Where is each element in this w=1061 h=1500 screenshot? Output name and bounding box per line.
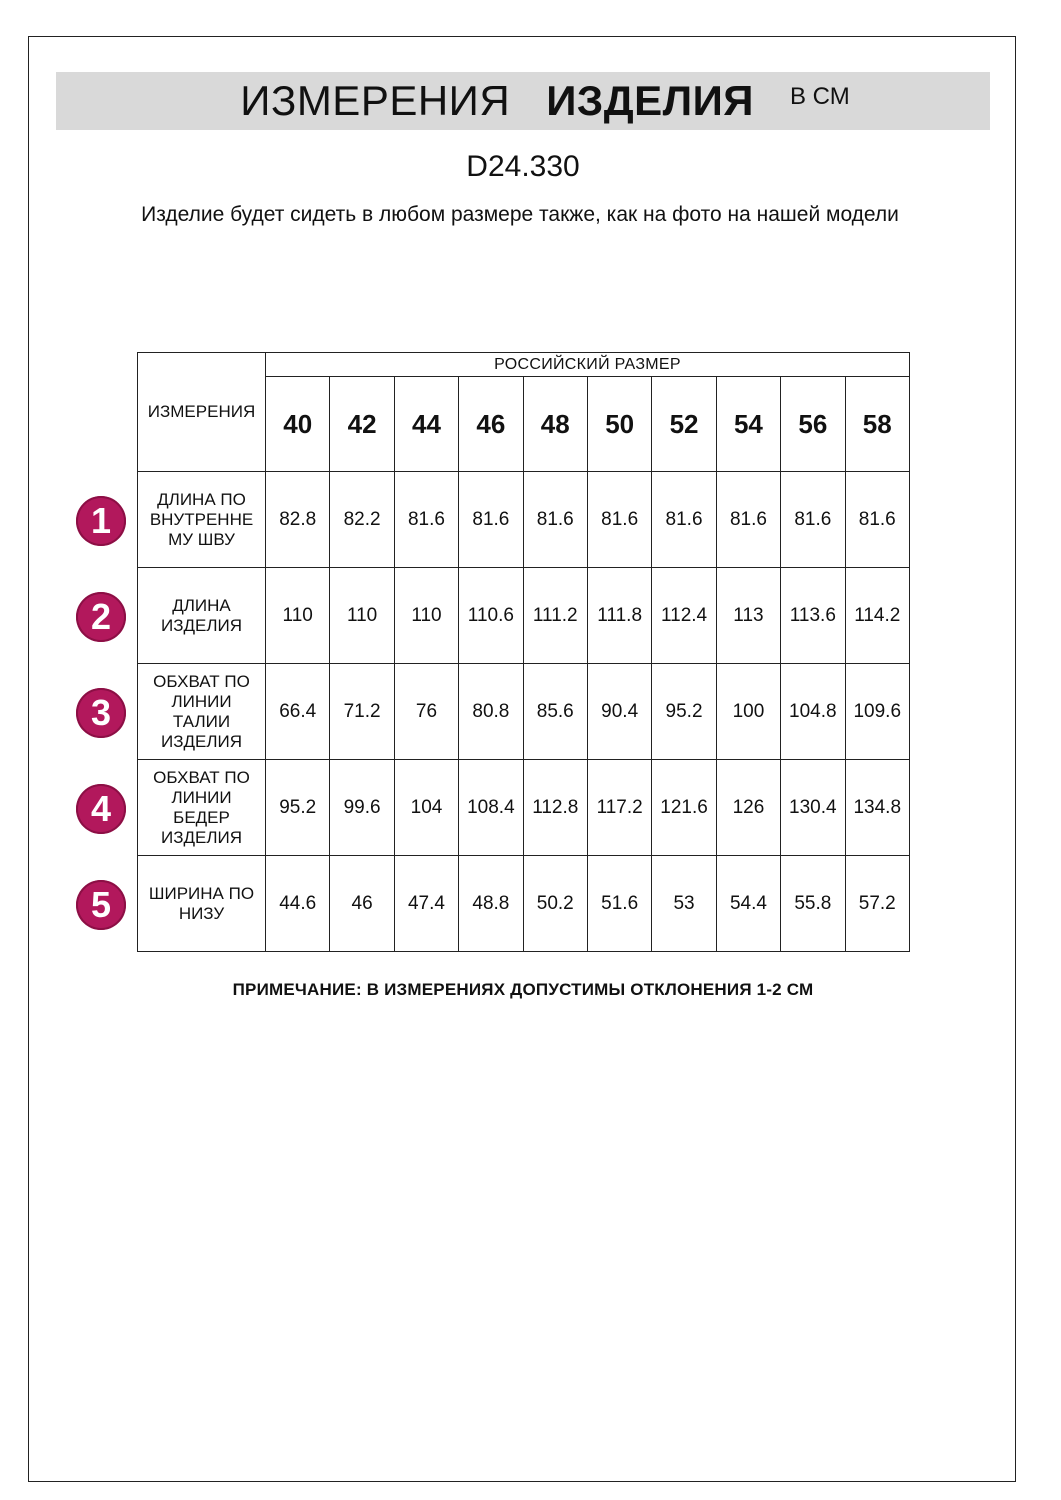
- size-header: 50: [587, 377, 651, 472]
- table-cell: 53: [652, 856, 716, 952]
- row-label: ШИРИНА ПО НИЗУ: [138, 856, 266, 952]
- row-number-badge: 2: [76, 592, 126, 642]
- table-cell: 50.2: [523, 856, 587, 952]
- table-row: [138, 760, 910, 856]
- table-cell: 80.8: [459, 664, 523, 760]
- table-cell: 110.6: [459, 568, 523, 664]
- table-cell: 113: [716, 568, 780, 664]
- table-cell: 110: [330, 568, 394, 664]
- table-cell: 104: [394, 760, 458, 856]
- size-header: 54: [716, 377, 780, 472]
- row-number-badge: 4: [76, 784, 126, 834]
- table-cell: 126: [716, 760, 780, 856]
- table-cell: 66.4: [266, 664, 330, 760]
- row-label: ДЛИНА ИЗДЕЛИЯ: [138, 568, 266, 664]
- table-cell: 81.6: [781, 472, 845, 568]
- size-table: [137, 352, 910, 952]
- table-cell: 100: [716, 664, 780, 760]
- table-cell: 117.2: [587, 760, 651, 856]
- size-header: 44: [394, 377, 458, 472]
- title-measurements: ИЗМЕРЕНИЯ: [240, 77, 511, 124]
- table-cell: 46: [330, 856, 394, 952]
- page-title: [56, 72, 990, 130]
- table-cell: 81.6: [845, 472, 909, 568]
- table-row: [138, 664, 910, 760]
- table-cell: 51.6: [587, 856, 651, 952]
- table-cell: 113.6: [781, 568, 845, 664]
- row-label: ОБХВАТ ПО ЛИНИИ БЕДЕР ИЗДЕЛИЯ: [138, 760, 266, 856]
- size-header: 40: [266, 377, 330, 472]
- table-cell: 108.4: [459, 760, 523, 856]
- table-cell: 81.6: [652, 472, 716, 568]
- fit-note: Изделие будет сидеть в любом размере также, как на фото на нашей модели: [141, 203, 899, 226]
- table-cell: 114.2: [845, 568, 909, 664]
- row-number-badge: 1: [76, 496, 126, 546]
- table-cell: 111.2: [523, 568, 587, 664]
- table-cell: 82.2: [330, 472, 394, 568]
- table-cell: 48.8: [459, 856, 523, 952]
- row-label: ОБХВАТ ПО ЛИНИИ ТАЛИИ ИЗДЕЛИЯ: [138, 664, 266, 760]
- table-cell: 121.6: [652, 760, 716, 856]
- table-cell: 85.6: [523, 664, 587, 760]
- footer-note: ПРИМЕЧАНИЕ: В ИЗМЕРЕНИЯХ ДОПУСТИМЫ ОТКЛОНЕНИЯ 1-2 СМ: [232, 980, 814, 999]
- table-cell: 134.8: [845, 760, 909, 856]
- table-cell: 90.4: [587, 664, 651, 760]
- size-header: 52: [652, 377, 716, 472]
- table-cell: 112.8: [523, 760, 587, 856]
- table-cell: 111.8: [587, 568, 651, 664]
- table-cell: 55.8: [781, 856, 845, 952]
- table-cell: 104.8: [781, 664, 845, 760]
- table-row: [138, 472, 910, 568]
- title-product: ИЗДЕЛИЯ: [546, 77, 754, 124]
- article-number: D24.330: [466, 150, 580, 183]
- row-label: ДЛИНА ПО ВНУТРЕННЕ МУ ШВУ: [138, 472, 266, 568]
- table-row: [138, 856, 910, 952]
- table-cell: 54.4: [716, 856, 780, 952]
- table-cell: 95.2: [652, 664, 716, 760]
- title-unit: В СМ: [789, 83, 850, 110]
- table-cell: 76: [394, 664, 458, 760]
- size-header: 42: [330, 377, 394, 472]
- table-row: [138, 568, 910, 664]
- table-cell: 110: [394, 568, 458, 664]
- table-cell: 81.6: [523, 472, 587, 568]
- table-cell: 81.6: [587, 472, 651, 568]
- table-cell: 47.4: [394, 856, 458, 952]
- measurements-header: ИЗМЕРЕНИЯ: [138, 353, 266, 472]
- size-header: 48: [523, 377, 587, 472]
- table-cell: 130.4: [781, 760, 845, 856]
- table-cell: 81.6: [716, 472, 780, 568]
- size-header: 46: [459, 377, 523, 472]
- table-cell: 57.2: [845, 856, 909, 952]
- table-cell: 95.2: [266, 760, 330, 856]
- table-cell: 81.6: [459, 472, 523, 568]
- table-cell: 81.6: [394, 472, 458, 568]
- size-header: 56: [781, 377, 845, 472]
- table-cell: 82.8: [266, 472, 330, 568]
- table-cell: 110: [266, 568, 330, 664]
- row-number-badge: 3: [76, 688, 126, 738]
- table-cell: 99.6: [330, 760, 394, 856]
- table-cell: 44.6: [266, 856, 330, 952]
- size-group-header: РОССИЙСКИЙ РАЗМЕР: [266, 353, 910, 377]
- table-cell: 109.6: [845, 664, 909, 760]
- size-header: 58: [845, 377, 909, 472]
- row-number-badge: 5: [76, 880, 126, 930]
- table-cell: 71.2: [330, 664, 394, 760]
- size-table-body: [138, 472, 910, 952]
- title-bar: [56, 72, 990, 130]
- table-cell: 112.4: [652, 568, 716, 664]
